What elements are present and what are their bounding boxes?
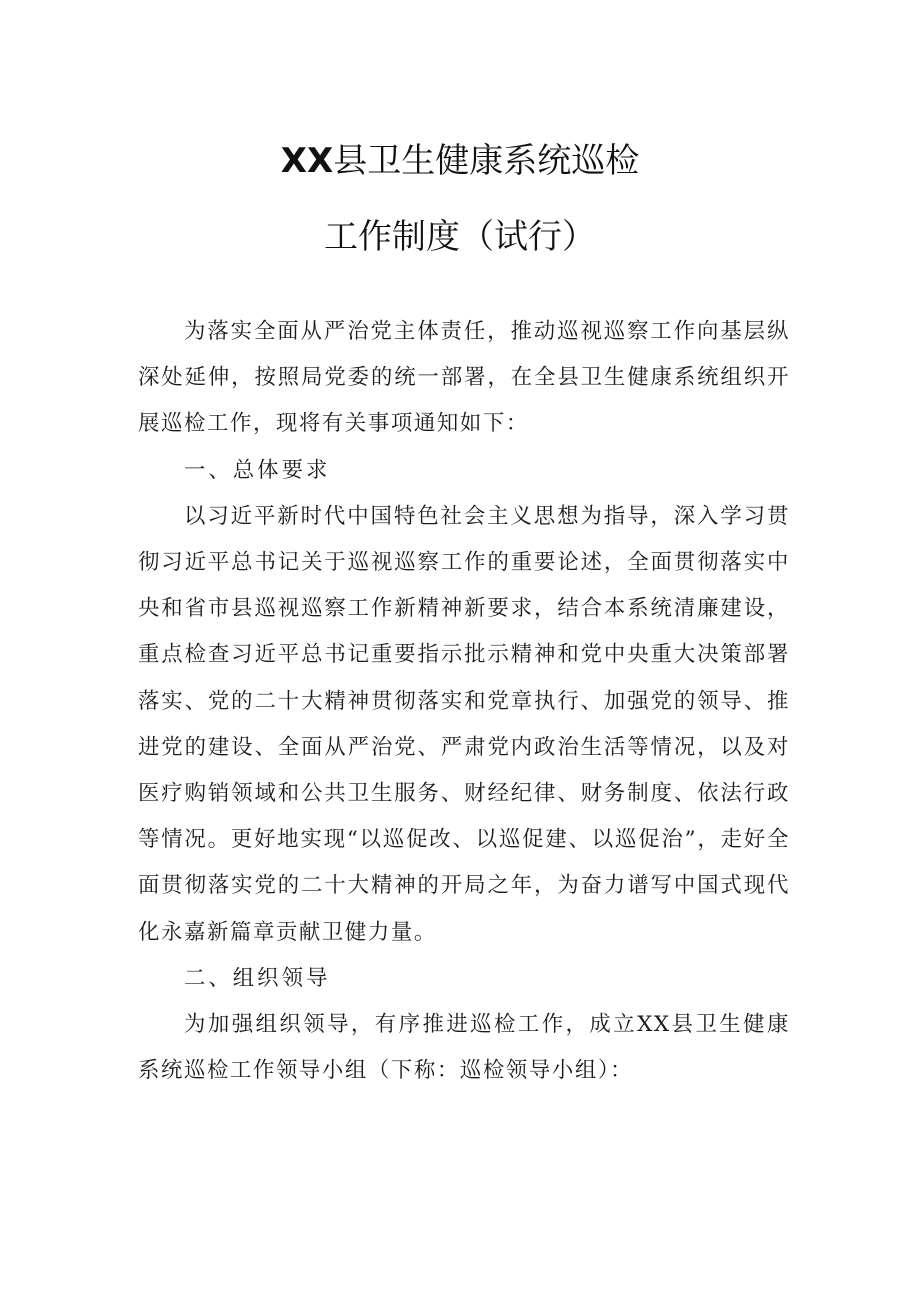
organization-paragraph: 为加强组织领导，有序推进巡检工作，成立XX县卫生健康系统巡检工作领导小组（下称：巡检领导小组）： bbox=[138, 1012, 790, 1084]
general-requirements-paragraph: 以习近平新时代中国特色社会主义思想为指导，深入学习贯彻习近平总书记关于巡视巡察工作的重要论述，全面贯彻落实中央和省市县巡视巡察工作新精神新要求，结合本系统清廉建设，重点检查习近平总书记重要指示批示精神和党中央重大决策部署落实、党的二十大精神贯彻落实和党章执行、加强党的领导、推进党的建设、全面从严治党、严肃党内政治生活等情况，以及对医疗购销领域和公共卫生服务、财经纪律、财务制度、依法行政等情况。更好地实现“以巡促改、以巡促建、以巡促治”，走好全面贯彻落实党的二十大精神的开局之年，为奋力谱写中国式现代化永嘉新篇章贡献卫健力量。 bbox=[138, 503, 790, 945]
document-title-line-2: 工作制度（试行） bbox=[324, 217, 596, 257]
document-title-line-1 bbox=[0, 133, 920, 182]
title-prefix: XX bbox=[280, 141, 334, 181]
document-body bbox=[138, 309, 790, 1094]
section-heading-organization: 二、组织领导 bbox=[184, 965, 331, 991]
title-rest: 县卫生健康系统巡检 bbox=[333, 141, 640, 181]
section-heading-general-requirements: 一、总体要求 bbox=[184, 457, 331, 483]
intro-paragraph: 为落实全面从严治党主体责任，推动巡视巡察工作向基层纵深处延伸，按照局党委的统一部署，在全县卫生健康系统组织开展巡检工作，现将有关事项通知如下： bbox=[138, 319, 790, 437]
